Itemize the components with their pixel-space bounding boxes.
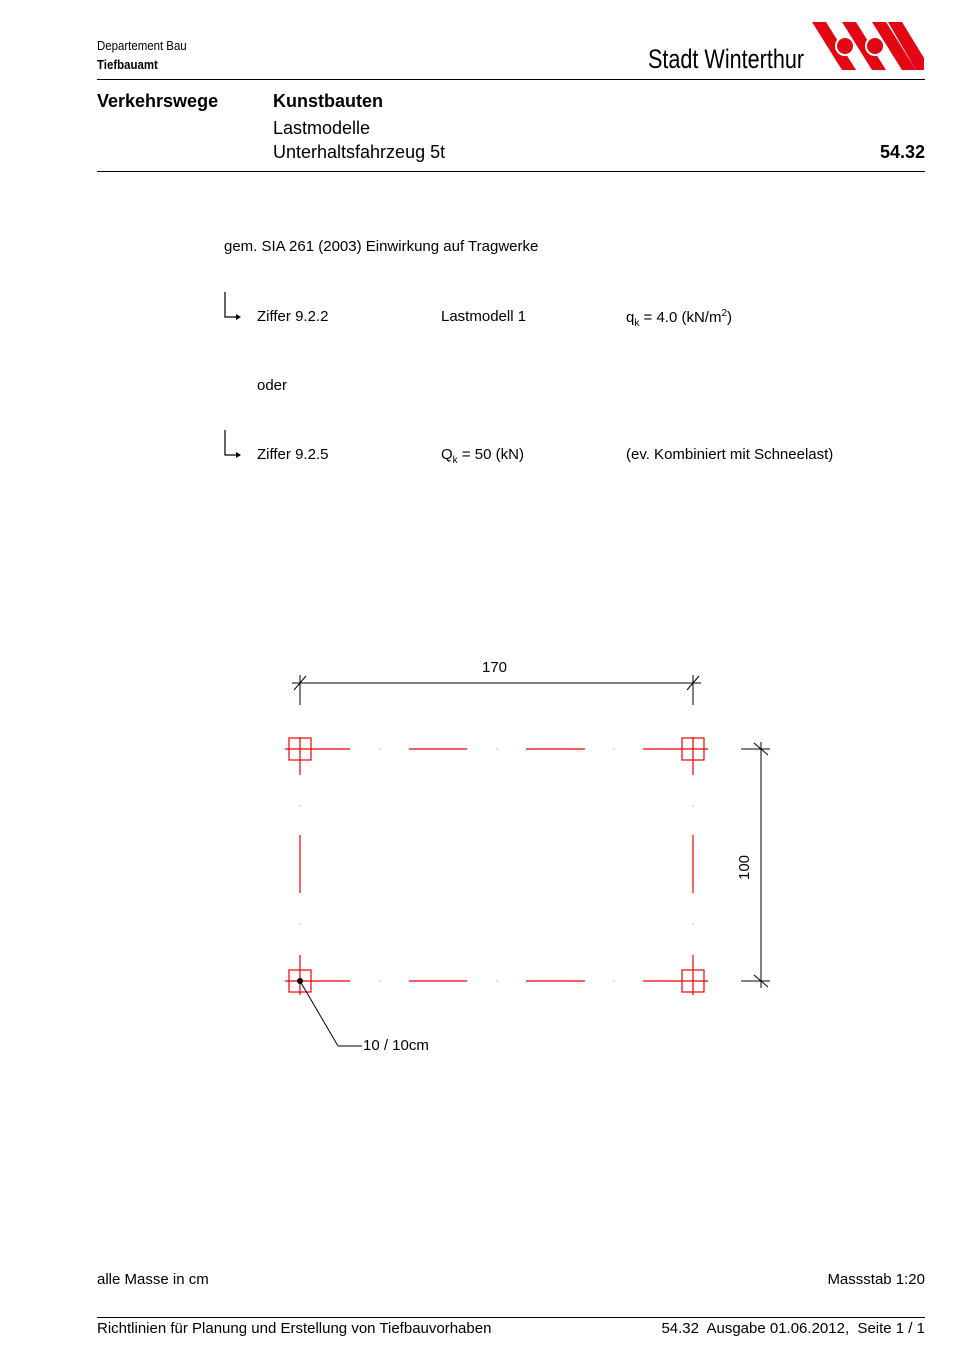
edition-info: 54.32 Ausgabe 01.06.2012, Seite 1 / 1 <box>661 1320 925 1337</box>
subtitle-line-1: Lastmodelle <box>273 118 371 138</box>
Qk-value: $Q_k = 50$ (kN) <box>441 446 524 466</box>
intro-text: gem. SIA 261 (2003) Einwirkung auf Tragwerke <box>224 238 539 255</box>
units-note: alle Masse in cm <box>97 1271 209 1288</box>
office-label: Tiefbauamt <box>97 57 158 72</box>
city-name: Stadt Winterthur <box>648 44 805 74</box>
ref-ziffer-925: Ziffer 9.2.5 <box>257 446 329 463</box>
contact-area-label: 10 / 10cm <box>363 1037 429 1054</box>
subtitle-line-2: Unterhaltsfahrzeug 5t <box>273 142 446 162</box>
qk-value: $q_k = 4.0$ $(kN/m^2)$ <box>626 308 733 329</box>
category-title: Verkehrswege <box>97 91 219 111</box>
ref-ziffer-922: Ziffer 9.2.2 <box>257 308 329 325</box>
footer-rule <box>97 1317 925 1318</box>
load-model-label: Lastmodell 1 <box>441 308 527 325</box>
document-number: 54.32 <box>879 142 925 162</box>
axle-lines <box>285 737 708 995</box>
section-title: Kunstbauten <box>273 91 383 111</box>
width-dimension <box>292 675 701 705</box>
contact-leader <box>300 981 362 1046</box>
height-dimension-label: 100 <box>736 854 753 880</box>
department-label: Departement Bau <box>97 38 187 53</box>
width-dimension-label: 170 <box>482 659 508 676</box>
contact-point <box>297 978 303 984</box>
center-dots <box>299 748 693 981</box>
guideline-title: Richtlinien für Planung und Erstellung von Tiefbauvorhaben <box>97 1320 492 1337</box>
snow-load-note: (ev. Kombiniert mit Schneelast) <box>626 446 834 463</box>
scale-label: Massstab 1:20 <box>827 1271 925 1288</box>
or-text: oder <box>257 377 288 394</box>
